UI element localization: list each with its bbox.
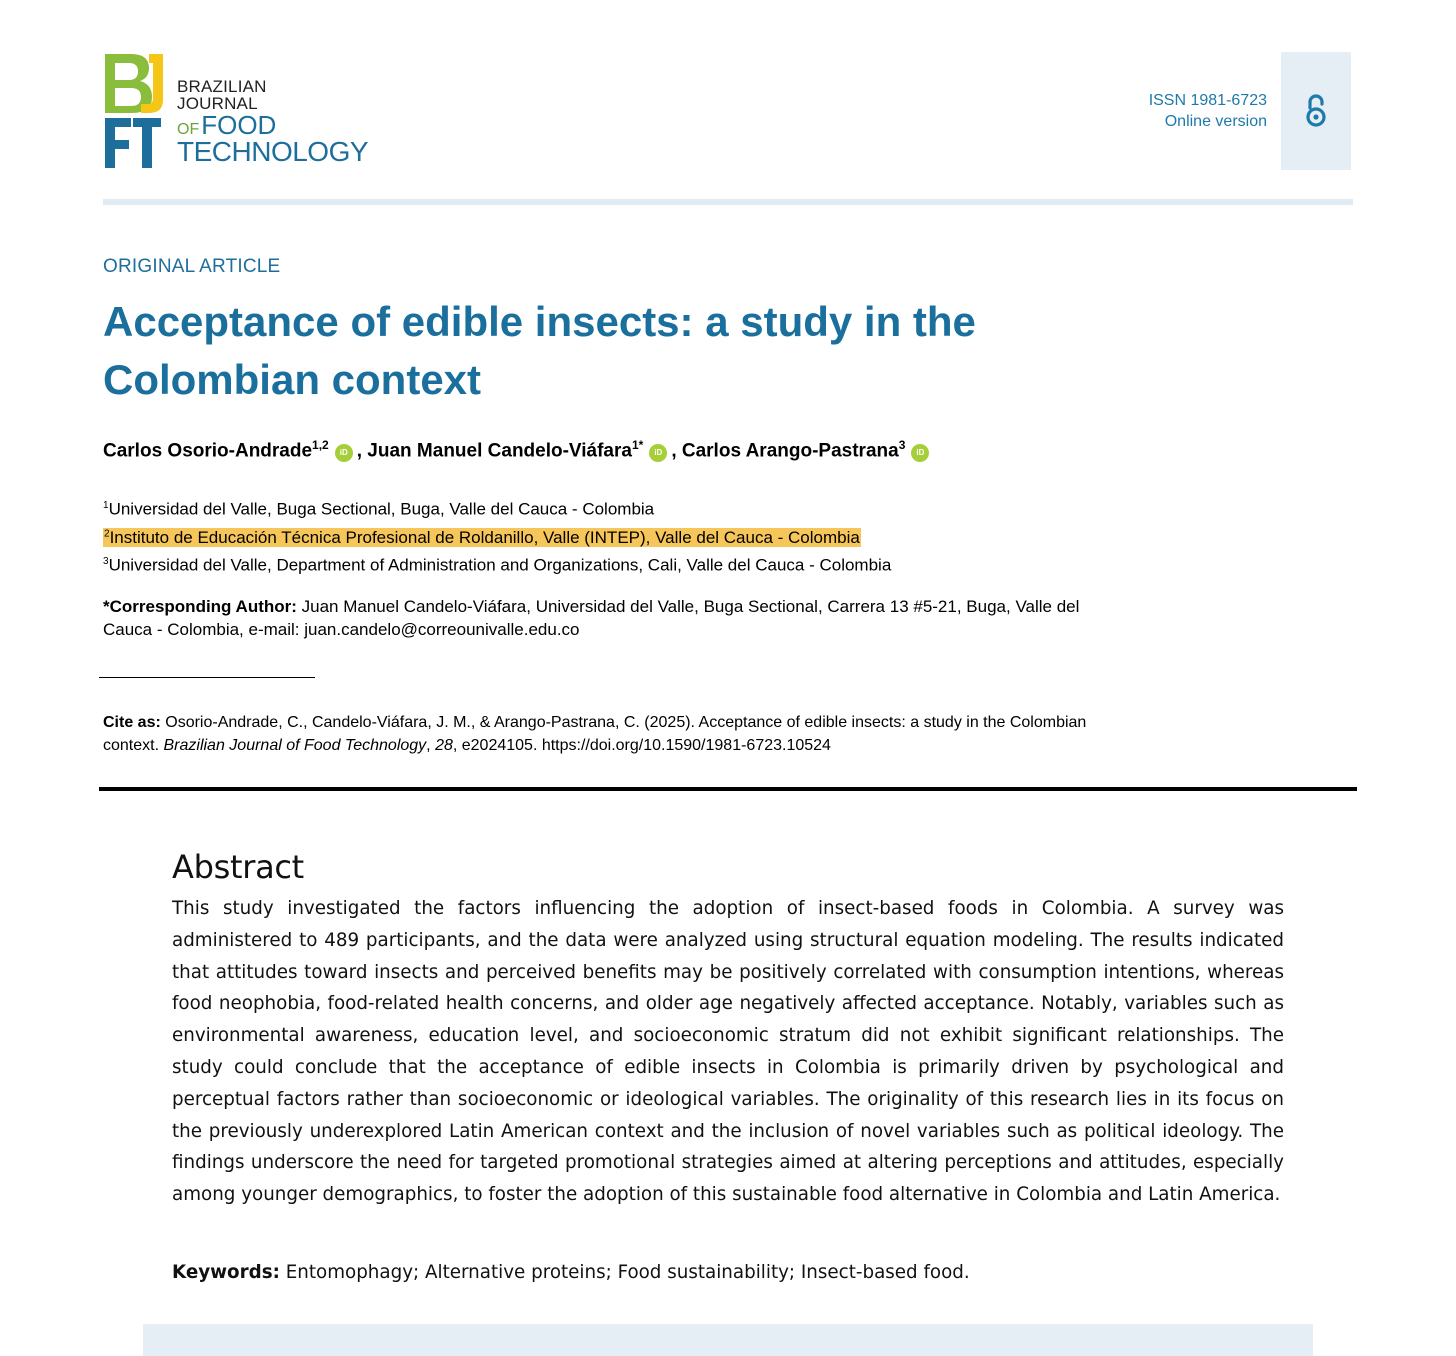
journal-logo <box>103 52 373 172</box>
online-version: Online version <box>1164 113 1267 130</box>
corresponding-author <box>103 595 1113 641</box>
logo-line-technology: TECHNOLOGY <box>177 136 369 167</box>
section-divider <box>99 787 1357 791</box>
affiliation-3-text: Universidad del Valle, Department of Administration and Organizations, Cali, Valle del Cauca - Colombia <box>108 555 892 575</box>
abstract-body: This study investigated the factors influencing the adoption of insect-based foods in Colombia. A survey was administered to 489 participants, and the data were analyzed using structural equation modeling. The results indicated that attitudes toward insects and perceived benefits may be positively correlated with consumption intentions, whereas food neophobia, food-related health concerns, and older age negatively affected acceptance. Notably, variables such as environmental awareness, education level, and socioeconomic stratum did not exhibit significant relationships. The study could conclude that the acceptance of edible insects in Colombia is primarily driven by psychological and perceptual factors rather than socioeconomic or ideological variables. The originality of this research lies in its focus on the previously underexplored Latin American context and the inclusion of novel variables such as political ideology. The findings underscore the need for targeted promotional strategies aimed at altering perceptions and attitudes, especially among younger demographics, to foster the adoption of this sustainable food alternative in Colombia and Latin America. <box>172 898 1284 1206</box>
cite-label: Cite as: <box>103 714 161 731</box>
affiliation-2-text: Instituto de Educación Técnica Profesional de Roldanillo, Valle (INTEP), Valle del Cauca - Colombia <box>109 527 860 547</box>
citation: Cite as: Osorio-Andrade, C., Candelo-Viáfara, J. M., & Arango-Pastrana, C. (2025). Acceptance of edible insects: a study in the Colombian context. Brazilian Journal of Food Technology, 28, e2024105. https://doi.org/10.1590/1981-6723.10524 <box>103 714 1087 754</box>
affiliation-2-num: 2 <box>104 528 110 540</box>
bottom-panel <box>143 1324 1313 1356</box>
affiliation-1 <box>103 494 891 522</box>
logo-wordmark <box>177 78 368 166</box>
cite-volume: 28 <box>435 737 453 754</box>
cite-text: Osorio-Andrade, C., Candelo-Viáfara, J. M., & Arango-Pastrana, C. (2025). Acceptance of edible insects: a study in the Colombian context. <box>103 714 1087 754</box>
affiliations <box>103 494 891 578</box>
affiliation-3-num: 3 <box>103 556 109 568</box>
orcid-icon[interactable]: iD <box>335 444 353 462</box>
corresponding-text: Juan Manuel Candelo-Viáfara, Universidad del Valle, Buga Sectional, Carrera 13 #5-21, Buga, Valle del Cauca - Colombia, e-mail: juan.candelo@correounivalle.edu.co <box>103 597 1080 639</box>
logo-line-food <box>177 112 368 138</box>
affiliation-1-num: 1 <box>103 500 109 511</box>
issn-block <box>1149 90 1267 132</box>
issn-number: ISSN 1981-6723 <box>1148 92 1267 109</box>
header-divider <box>103 199 1353 205</box>
bjft-logo-mark <box>103 52 175 172</box>
logo-line-brazilian: BRAZILIAN <box>177 77 267 96</box>
abstract-heading: Abstract <box>172 848 304 886</box>
author-list: Carlos Osorio-Andrade$^{1,2}$iD , Juan Manuel Candelo-Viáfara$^{1*}$iD , Carlos Arango-Pastrana$^3$iD <box>103 438 933 462</box>
keywords <box>172 1262 1284 1283</box>
author-1-affil: 1,2 <box>312 438 329 452</box>
keywords-text: Entomophagy; Alternative proteins; Food sustainability; Insect-based food. <box>285 1262 970 1283</box>
open-access-icon <box>1305 94 1327 128</box>
affiliation-1-text: Universidad del Valle, Buga Sectional, Buga, Valle del Cauca - Colombia <box>108 499 655 519</box>
orcid-icon[interactable]: iD <box>649 444 667 462</box>
affiliation-3 <box>103 550 891 578</box>
author-2-affil: 1* <box>631 438 644 452</box>
orcid-icon[interactable]: iD <box>911 444 929 462</box>
author-3[interactable]: Carlos Arango-Pastrana <box>681 440 899 462</box>
keywords-label: Keywords: <box>172 1262 280 1283</box>
logo-of: OF <box>177 121 200 138</box>
footnote-divider <box>99 677 315 678</box>
open-access-badge[interactable] <box>1281 52 1351 170</box>
author-1[interactable]: Carlos Osorio-Andrade <box>103 440 313 462</box>
logo-food: FOOD <box>201 110 277 140</box>
cite-doi[interactable]: , e2024105. https://doi.org/10.1590/1981-6723.10524 <box>452 737 831 754</box>
highlighted-affiliation <box>103 528 861 547</box>
corresponding-label: *Corresponding Author: <box>103 597 297 616</box>
author-3-affil: 3 <box>898 438 906 452</box>
logo-line-journal: JOURNAL <box>177 94 258 113</box>
article-title: Acceptance of edible insects: a study in the Colombian context <box>103 298 976 403</box>
author-2[interactable]: Juan Manuel Candelo-Viáfara <box>367 440 632 462</box>
affiliation-2 <box>103 522 891 550</box>
cite-journal: Brazilian Journal of Food Technology <box>163 737 427 754</box>
article-type: ORIGINAL ARTICLE <box>103 256 281 277</box>
